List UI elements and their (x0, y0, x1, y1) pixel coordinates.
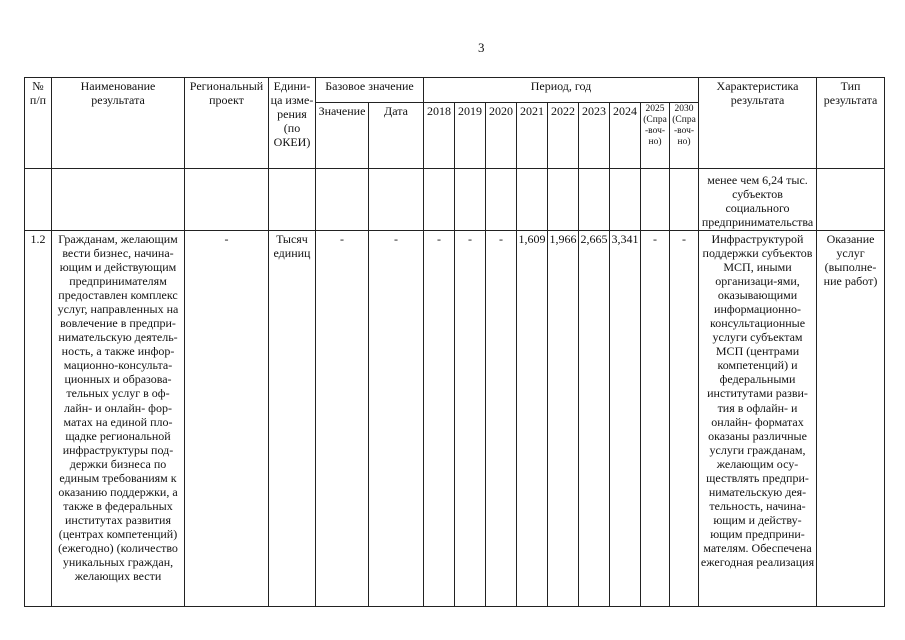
header-year-2030: 2030 (Спра-воч-но) (670, 103, 699, 169)
row-characteristic: Инфраструктурой поддержки субъектов МСП, иными организаци-ями, оказывающими информационно-консультационные услуги субъектам МСП (центрами компетенций) и федеральными институтами разви-тия в офлайн- и онлайн- форматах оказаны различные услуги гражданам, желающим осу-ществлять предпри-нимательскую дея-тельность, начина-ющим и действу-ющим предприни-мателям. Обеспечена ежегодная реализация (699, 231, 817, 607)
row-num: 1.2 (25, 231, 52, 607)
row-value-2025: - (641, 231, 670, 607)
header-characteristic: Характеристика результата (699, 78, 817, 169)
row-value-2030: - (670, 231, 699, 607)
row-value-2019: - (455, 231, 486, 607)
header-num: № п/п (25, 78, 52, 169)
row-base-date: - (369, 231, 424, 607)
header-row-1 (25, 78, 885, 103)
row-value-2022: 1,966 (548, 231, 579, 607)
header-unit: Едини-ца изме-рения (по ОКЕИ) (269, 78, 316, 169)
header-year-2023: 2023 (579, 103, 610, 169)
header-year-2025: 2025 (Спра-воч-но) (641, 103, 670, 169)
header-year-2018: 2018 (424, 103, 455, 169)
header-base: Базовое значение (316, 78, 424, 103)
header-project: Региональный проект (185, 78, 269, 169)
table-row (25, 231, 885, 607)
row-type: Оказание услуг (выполне-ние работ) (817, 231, 885, 607)
row-project: - (185, 231, 269, 607)
continuation-characteristic: менее чем 6,24 тыс. субъектов социального предпринимательства (699, 169, 817, 231)
page-number: 3 (478, 40, 485, 55)
header-year-2024: 2024 (610, 103, 641, 169)
row-value-2021: 1,609 (517, 231, 548, 607)
header-year-2020: 2020 (486, 103, 517, 169)
header-base-date: Дата (369, 103, 424, 169)
row-value-2020: - (486, 231, 517, 607)
row-unit: Тысяч единиц (269, 231, 316, 607)
row-base-value: - (316, 231, 369, 607)
continuation-row (25, 169, 885, 231)
header-period: Период, год (424, 78, 699, 103)
header-type: Тип результата (817, 78, 885, 169)
results-table (24, 77, 885, 607)
header-name: Наименование результата (52, 78, 185, 169)
row-name: Гражданам, желающим вести бизнес, начина-ющим и действующим предпринимателям предоставлен комплекс услуг, направленных на вовлечение в предпри-нимательскую деятель-ность, а также инфор-мационно-консульта-ционных и образова-тельных услуг в оф-лайн- и онлайн- фор-матах на единой пло-щадке региональной инфраструктуры под-держки бизнеса по единым требованиям к оказанию поддержки, а также в федеральных институтах развития (центрах компетенций) (ежегодно) (количество уникальных граждан, желающих вести (52, 231, 185, 607)
header-year-2022: 2022 (548, 103, 579, 169)
header-base-value: Значение (316, 103, 369, 169)
header-year-2019: 2019 (455, 103, 486, 169)
row-value-2023: 2,665 (579, 231, 610, 607)
row-value-2024: 3,341 (610, 231, 641, 607)
row-value-2018: - (424, 231, 455, 607)
header-year-2021: 2021 (517, 103, 548, 169)
